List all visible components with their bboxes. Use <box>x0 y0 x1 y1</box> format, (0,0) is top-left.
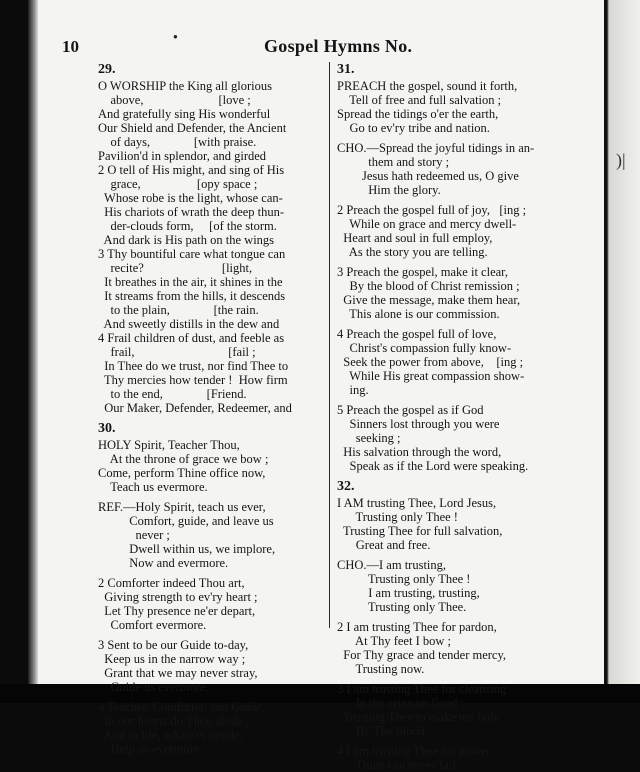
ink-mark: )| <box>616 150 626 170</box>
hymn-line: Dwell within us, we implore, <box>98 542 276 556</box>
hymn-line: 2 I am trusting Thee for pardon, <box>337 620 497 634</box>
hymn-line: Whose robe is the light, whose can- <box>98 191 283 205</box>
hymn-line: Let Thy presence ne'er depart, <box>98 604 256 618</box>
page-left-edge <box>28 0 38 684</box>
hymn-line: Trusting only Thee ! <box>337 510 458 524</box>
hymn <box>98 421 322 756</box>
hymn-line: I AM trusting Thee, Lord Jesus, <box>337 496 497 510</box>
hymn-line: Comfort evermore. <box>98 618 207 632</box>
hymn-line: Speak as if the Lord were speaking. <box>337 459 529 473</box>
hymn-line: It breathes in the air, it shines in the <box>98 275 283 289</box>
hymn-line: His chariots of wrath the deep thun- <box>98 205 285 219</box>
hymn-line: Spread the tidings o'er the earth, <box>337 107 499 121</box>
hymn-number: 32. <box>337 479 355 494</box>
right-column <box>337 62 565 772</box>
hymn-line: CHO.—I am trusting, <box>337 558 447 572</box>
hymn-line: 3 Sent to be our Guide to-day, <box>98 638 249 652</box>
hymn-line: It streams from the hills, it descends <box>98 289 286 303</box>
hymn-line: And in life, whate'er betide, <box>98 728 243 742</box>
hymn-line: Help us evermore. <box>98 742 203 756</box>
hymn-line: Pavilion'd in splendor, and girded <box>98 149 267 163</box>
hymn-line: frail, [fail ; <box>98 345 256 359</box>
hymn-line: of days, [with praise. <box>98 135 257 149</box>
hymn-line: seeking ; <box>337 431 401 445</box>
hymn-line: And dark is His path on the wings <box>98 233 275 247</box>
hymn-line: 4 Preach the gospel full of love, <box>337 327 497 341</box>
hymn-line: recite? [light, <box>98 261 253 275</box>
book-title: Gospel Hymns No. <box>264 36 413 56</box>
hymn <box>98 62 322 421</box>
hymn-number: 31. <box>337 62 355 77</box>
hymn-line: Come, perform Thine office now, <box>98 466 266 480</box>
hymn-line: never ; <box>98 528 170 542</box>
hymn-line: Thy mercies how tender ! How firm <box>98 373 288 387</box>
hymn-line: Go to ev'ry tribe and nation. <box>337 121 490 135</box>
hymn-line: This alone is our commission. <box>337 307 500 321</box>
hymn-number: 29. <box>98 62 116 77</box>
hymn-line: While on grace and mercy dwell- <box>337 217 517 231</box>
hymn-line: And sweetly distills in the dew and <box>98 317 280 331</box>
adjacent-page-edge <box>604 0 640 703</box>
hymn-line: Now and evermore. <box>98 556 229 570</box>
hymn-line: O WORSHIP the King all glorious <box>98 79 272 93</box>
hymn-line: Our Maker, Defender, Redeemer, and <box>98 401 292 415</box>
page-number: 10 <box>62 37 79 56</box>
left-column <box>98 62 322 756</box>
hymn-line: Give the message, make them hear, <box>337 293 521 307</box>
hymn-line: Trusting Thee for full salvation, <box>337 524 503 538</box>
hymn-line: CHO.—Spread the joyful tidings in an- <box>337 141 535 155</box>
hymn-line: 3 I am trusting Thee for cleansing <box>337 682 507 696</box>
hymn-line: In the crimson flood ; <box>337 696 465 710</box>
hymn-line: As the story you are telling. <box>337 245 488 259</box>
page-header <box>58 34 598 60</box>
hymn-line: In Thee do we trust, nor find Thee to <box>98 359 289 373</box>
hymn-line: I am trusting, trusting, <box>337 586 480 600</box>
hymn-line: 4 Teacher, Comforter, and Guide, <box>98 700 265 714</box>
hymn-line: Trusting only Thee ! <box>337 572 471 586</box>
hymn-line: At the throne of grace we bow ; <box>98 452 269 466</box>
hymn-line: Trusting only Thee. <box>337 600 467 614</box>
hymn-line: By Thy blood. <box>337 724 429 738</box>
hymn-line: REF.—Holy Spirit, teach us ever, <box>98 500 266 514</box>
hymn-line: Great and free. <box>337 538 431 552</box>
hymn-line: 2 O tell of His might, and sing of His <box>98 163 285 177</box>
hymn-line: 5 Preach the gospel as if God <box>337 403 484 417</box>
hymn-line: Keep us in the narrow way ; <box>98 652 246 666</box>
hymn-line: ing. <box>337 383 369 397</box>
hymn-line: Giving strength to ev'ry heart ; <box>98 590 258 604</box>
hymn-line: Comfort, guide, and leave us <box>98 514 274 528</box>
hymn-line: His salvation through the word, <box>337 445 502 459</box>
column-divider <box>329 62 330 628</box>
hymn-line: Tell of free and full salvation ; <box>337 93 502 107</box>
hymn-line: 3 Preach the gospel, make it clear, <box>337 265 508 279</box>
hymn-line: By the blood of Christ remission ; <box>337 279 520 293</box>
hymn <box>337 62 565 479</box>
hymn-line: At Thy feet I bow ; <box>337 634 451 648</box>
hymn-line: 2 Preach the gospel full of joy, [ing ; <box>337 203 527 217</box>
hymn-line: to the plain, [the rain. <box>98 303 259 317</box>
hymn-line: Guide us evermore. <box>98 680 209 694</box>
hymn-line: And gratefully sing His wonderful <box>98 107 271 121</box>
hymn-line: PREACH the gospel, sound it forth, <box>337 79 518 93</box>
hymn-line: For Thy grace and tender mercy, <box>337 648 507 662</box>
hymn-line: 2 Comforter indeed Thou art, <box>98 576 245 590</box>
hymn-line: 4 Frail children of dust, and feeble as <box>98 331 285 345</box>
hymn-line: to the end, [Friend. <box>98 387 247 401</box>
hymn-line: Jesus hath redeemed us, O give <box>337 169 519 183</box>
hymn-line: Trusting Thee to make me holy <box>337 710 500 724</box>
hymn <box>337 479 565 772</box>
hymn-line: Teach us evermore. <box>98 480 208 494</box>
hymn-line: 3 Thy bountiful care what tongue can <box>98 247 286 261</box>
hymn-line: Christ's compassion fully know- <box>337 341 512 355</box>
hymn-line: der-clouds form, [of the storm. <box>98 219 277 233</box>
hymn-line: Him the glory. <box>337 183 441 197</box>
hymn-line: In our hearts do Thou abide ; <box>98 714 250 728</box>
hymn-line: them and story ; <box>337 155 450 169</box>
hymn-line: While His great compassion show- <box>337 369 525 383</box>
hymn-line: Heart and soul in full employ, <box>337 231 493 245</box>
hymn-line: Trusting now. <box>337 662 425 676</box>
hymn-line: Thine can never fail ; <box>337 758 463 772</box>
hymn-line: 4 I am trusting Thee for power, <box>337 744 493 758</box>
hymn-line: Seek the power from above, [ing ; <box>337 355 524 369</box>
hymn-line: Grant that we may never stray, <box>98 666 258 680</box>
hymn-number: 30. <box>98 421 116 436</box>
hymn-line: Sinners lost through you were <box>337 417 500 431</box>
hymn-line: grace, [opy space ; <box>98 177 258 191</box>
hymn-line: HOLY Spirit, Teacher Thou, <box>98 438 240 452</box>
ink-speck: ● <box>173 32 178 41</box>
hymn-line: above, [love ; <box>98 93 251 107</box>
hymn-line: Our Shield and Defender, the Ancient <box>98 121 287 135</box>
